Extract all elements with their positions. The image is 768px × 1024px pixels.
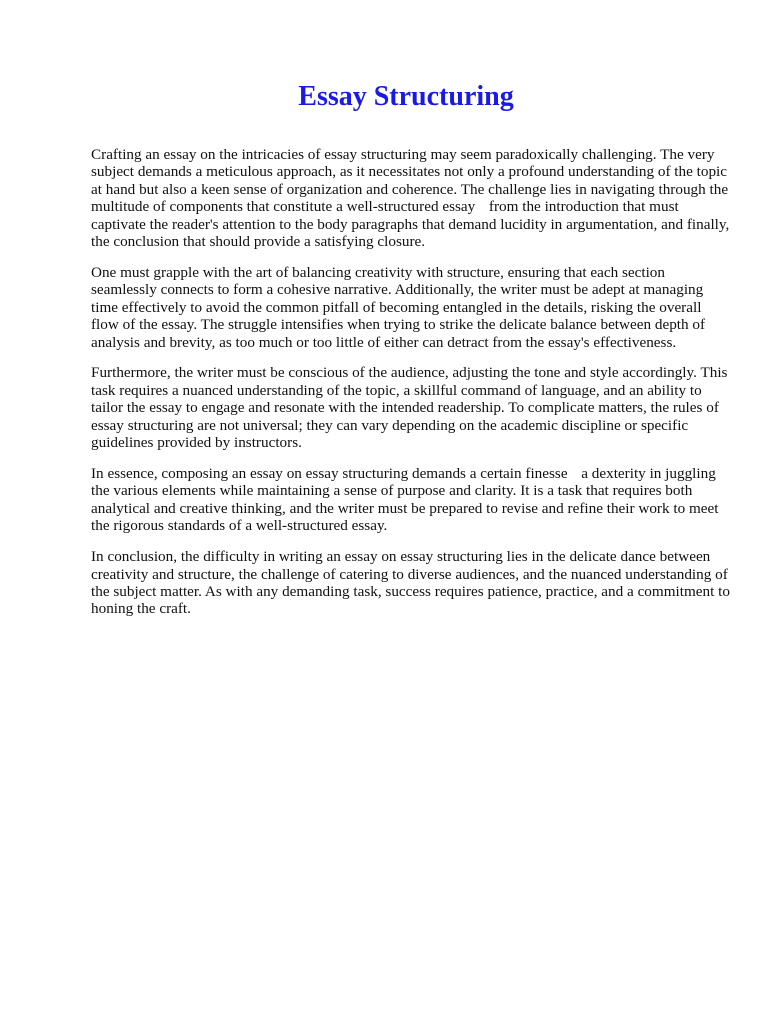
paragraph-2: One must grapple with the art of balancing creativity with structure, ensuring that each section seamlessly connects to form a cohesive narrative. Additionally, the writer must be adept at managing time effectively to avoid the common pitfall of becoming entangled in the details, risking the overall flow of the essay. The struggle intensifies when trying to strike the delicate balance between depth of analysis and brevity, as too much or too little of either can detract from the essay's effectiveness.	[91, 263, 706, 351]
document-title: Essay Structuring	[298, 81, 514, 112]
paragraph-4: In essence, composing an essay on essay structuring demands a certain finesse a dexterity in juggling the various elements while maintaining a sense of purpose and clarity. It is a task that requires both analytical and creative thinking, and the writer must be prepared to revise and refine their work to meet the rigorous standards of a well-structured essay.	[91, 465, 719, 535]
document-body	[91, 146, 731, 631]
paragraph-1: Crafting an essay on the intricacies of essay structuring may seem paradoxically challenging. The very subject demands a meticulous approach, as it necessitates not only a profound understanding of the topic at hand but also a keen sense of organization and coherence. The challenge lies in navigating through the multitude of components that constitute a well-structured essay from the introduction that must captivate the reader's attention to the body paragraphs that demand lucidity in argumentation, and finally, the conclusion that should provide a satisfying closure.	[91, 146, 730, 251]
paragraph-3: Furthermore, the writer must be conscious of the audience, adjusting the tone and style accordingly. This task requires a nuanced understanding of the topic, a skillful command of language, and an ability to tailor the essay to engage and resonate with the intended readership. To complicate matters, the rules of essay structuring are not universal; they can vary depending on the academic discipline or specific guidelines provided by instructors.	[91, 364, 728, 452]
paragraph-5: In conclusion, the difficulty in writing an essay on essay structuring lies in the delicate dance between creativity and structure, the challenge of catering to diverse audiences, and the nuanced understanding of the subject matter. As with any demanding task, success requires patience, practice, and a commitment to honing the craft.	[91, 548, 730, 618]
